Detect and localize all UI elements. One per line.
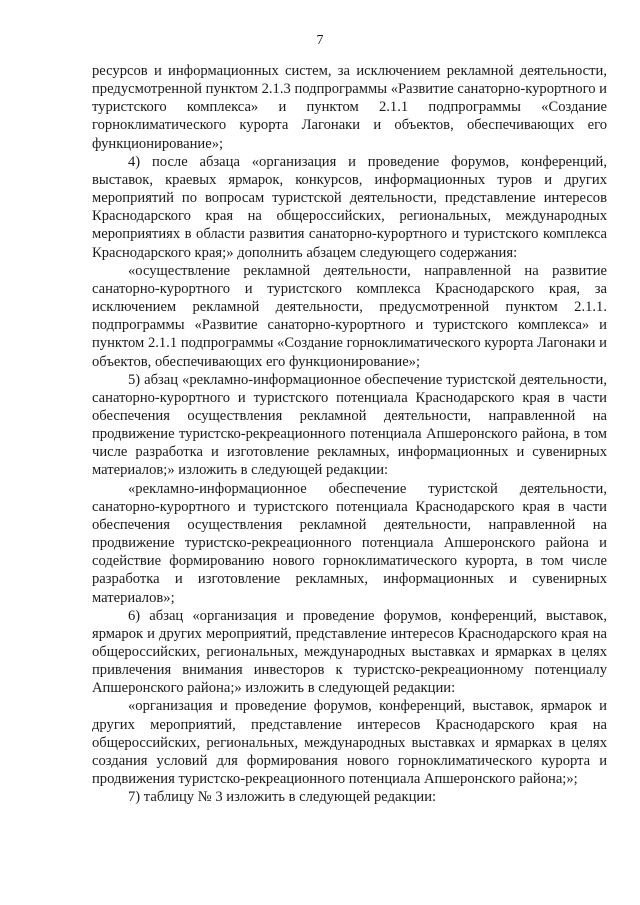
paragraph-item-7: 7) таблицу № 3 изложить в следующей редакции: [128, 789, 437, 806]
paragraph-item-6: 6) абзац «организация и проведение форумов, конференций, выставок, ярмарок и других мероприятий, представление интересов Краснодарского края на общероссийских, региональных, международных выставках и ярмарках в целях привлечения внимания инвесторов к туристско-рекреационному потенциалу Апшеронского района;» изложить в следующей редакции: [92, 607, 607, 697]
paragraph-quote-6: «организация и проведение форумов, конференций, выставок, ярмарок и других мероприятий, представление интересов Краснодарского края на общероссийских, региональных, международных выставках и ярмарках в целях создания условий для формирования нового горноклиматического курорта и продвижения туристско-рекреационного потенциала Апшеронского района;»; [92, 698, 607, 788]
document-body [92, 62, 607, 806]
paragraph-quote-4: «осуществление рекламной деятельности, направленной на развитие санаторно-курортного и туристского комплекса Краснодарского края, за исключением рекламной деятельности, предусмотренной пунктом 2.1.1. подпрограммы «Развитие санаторно-курортного и туристского комплекса» и пунктом 2.1.1 подпрограммы «Создание горноклиматического курорта Лагонаки и объектов, обеспечивающих его функционирование»; [92, 262, 607, 370]
page-number: 7 [316, 33, 324, 48]
paragraph-item-4: 4) после абзаца «организация и проведение форумов, конференций, выставок, краевых ярмарок, конкурсов, информационных туров и других мероприятий по вопросам туристской деятельности, представление интересов Краснодарского края на общероссийских, региональных, международных мероприятиях в области развития санаторно-курортного и туристского комплекса Краснодарского края;» дополнить абзацем следующего содержания: [92, 153, 607, 261]
paragraph-continuation: ресурсов и информационных систем, за исключением рекламной деятельности, предусмотренной пунктом 2.1.3 подпрограммы «Развитие санаторно-курортного и туристского комплекса» и пунктом 2.1.1 подпрограммы «Создание горноклиматического курорта Лагонаки и объектов, обеспечивающих его функционирование»; [92, 63, 607, 152]
paragraph-item-5: 5) абзац «рекламно-информационное обеспечение туристской деятельности, санаторно-курортного и туристского потенциала Краснодарского края в части обеспечения осуществления рекламной деятельности, направленной на продвижение туристско-рекреационного потенциала Апшеронского района, в том числе разработка и изготовление рекламных, информационных и сувенирных материалов;» изложить в следующей редакции: [92, 371, 607, 479]
paragraph-quote-5: «рекламно-информационное обеспечение туристской деятельности, санаторно-курортного и туристского потенциала Краснодарского края в части обеспечения осуществления рекламной деятельности, направленной на продвижение туристско-рекреационного потенциала Апшеронского района и содействие формированию нового горноклиматического курорта, в том числе разработка и изготовление рекламных, информационных и сувенирных материалов»; [92, 480, 607, 606]
